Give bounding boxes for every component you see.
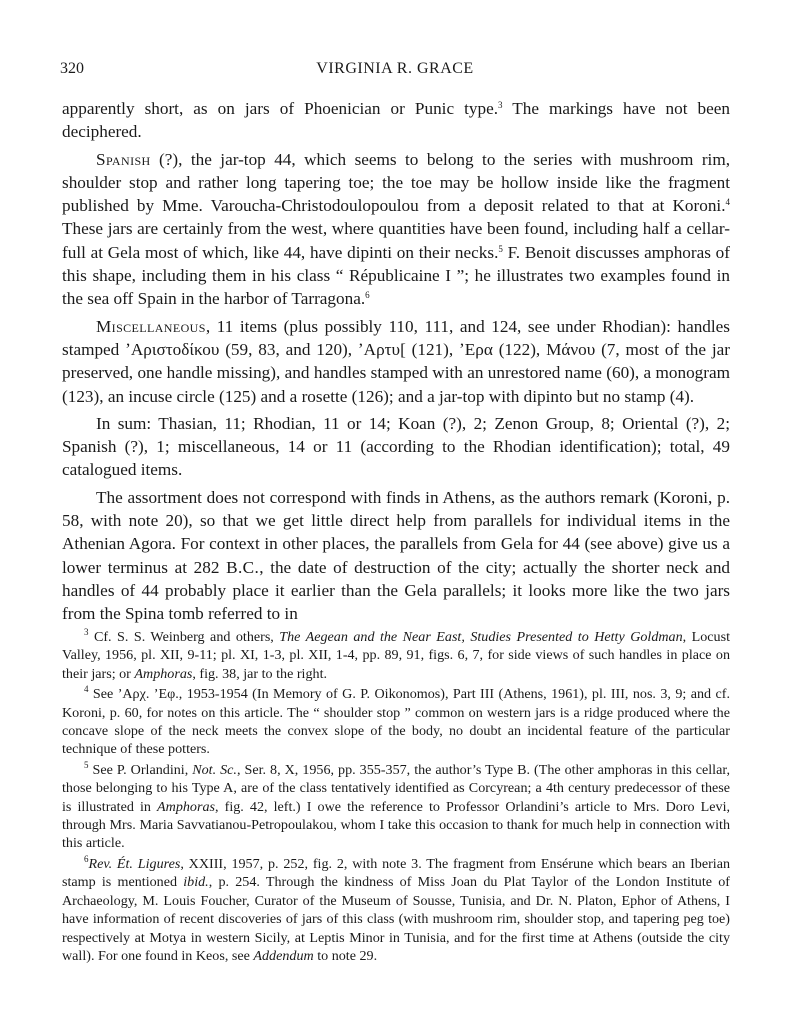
- page-number: 320: [60, 60, 84, 77]
- page-header: [60, 60, 730, 84]
- footnote-ref-3: 3: [498, 100, 503, 110]
- paragraph-summary: In sum: Thasian, 11; Rhodian, 11 or 14; Koan (?), 2; Zenon Group, 8; Oriental (?), 2; Spanish (?), 1; miscellaneous, 14 or 11 (according to the Rhodian identification); total, 49 catalogued items.: [62, 413, 730, 480]
- paragraph-1: apparently short, as on jars of Phoenician or Punic type.$^3$ The markings have not been deciphered.: [62, 99, 730, 142]
- paragraph-miscellaneous: Miscellaneous, 11 items (plus possibly 110, 111, and 124, see under Rhodian): handles stamped ʼΑριστοδίκου (59, 83, and 120), ʼΑρτυ[ (121), ʼΕρα (122), Μάνου (7, most of the jar preserved, one handle missing), and handles stamped with an unrestored name (60), a monogram (123), an incuse circle (125) and a rosette (126); and a jar-top with dipinto but no stamp (4).: [62, 316, 730, 406]
- section-lead-miscellaneous: Miscellaneous: [96, 316, 206, 336]
- section-lead-spanish: Spanish: [96, 149, 151, 169]
- era-abbrev: B.C.: [226, 557, 260, 577]
- footnote-3: $^3$ Cf. S. S. Weinberg and others, The Aegean and the Near East, Studies Presented to Hetty Goldman, Locust Valley, 1956, pl. XII, 9-11; pl. XI, 1-3, pl. XII, 1-4, pp. 89, 91, figs. 6, 7, for side views of such handles in place on their jars; or Amphoras, fig. 38, jar to the right.: [62, 627, 730, 682]
- footnote-ref-4: 4: [725, 197, 730, 208]
- footnote-5: $^5$ See P. Orlandini, Not. Sc., Ser. 8, X, 1956, pp. 355-357, the author’s Type B. (The other amphoras in this cellar, those belonging to his Type A, are of the class tentatively identified as Corcyrean; a 4th century predecessor of these is illustrated in Amphoras, fig. 42, left.) I owe the reference to Professor Orlandini’s article to Mrs. Doro Levi, through Mrs. Maria Savvatianou-Petropoulakou, whom I take this occasion to thank for much help in connection with this article.: [62, 759, 731, 852]
- main-text: [62, 97, 730, 626]
- footnote-6: $^6$Rev. Ét. Ligures, XXIII, 1957, p. 252, fig. 2, with note 3. The fragment from Ensérune which bears an Iberian stamp is mentioned ibid., p. 254. Through the kindness of Miss Joan du Plat Taylor of the London Institute of Archaeology, M. Louis Foucher, Curator of the Museum of Sousse, Tunisia, and Dr. N. Platon, Ephor of Athens, I have information of recent discoveries of jars of this class (with mushroom rim, shoulder stop, and tapering peg toe) respectively at Motya in western Sicily, at Leptis Minor in Tunisia, and for the first time at Athens (outside the city wall). For one found in Keos, see Addendum to note 29.: [62, 853, 730, 964]
- footnote-4: $^4$ See ʼΑρχ. ʼΕφ., 1953-1954 (In Memory of G. P. Oikonomos), Part III (Athens, 1961), pl. III, nos. 3, 9; and cf. Koroni, p. 60, for notes on this article. The “ shoulder stop ” common on western jars is a ridge produced where the concave slope of the neck meets the convex slope of the body, no doubt an incidental feature of the particular technique of these potters.: [62, 684, 730, 758]
- footnote-ref-5: 5: [498, 243, 503, 254]
- paragraph-assortment: The assortment does not correspond with finds in Athens, as the authors remark (Koroni, p. 58, with note 20), so that we get little direct help from parallels for individual items in the Athenian Agora. For context in other places, the parallels from Gela for 44 (see above) give us a lower terminus at 282 B.C., the date of destruction of the city; actually the shorter neck and handles of 44 probably place it earlier than the Gela parallels; it looks more like the two jars from the Spina tomb referred to in: [62, 487, 731, 624]
- footnotes: [62, 628, 730, 967]
- running-title: VIRGINIA R. GRACE: [316, 60, 474, 77]
- footnote-ref-6: 6: [365, 290, 370, 301]
- paragraph-spanish: Spanish (?), the jar-top 44, which seems to belong to the series with mushroom rim, shoulder stop and rather long tapering toe; the toe may be hollow inside like the fragment published by Mme. Varoucha-Christodoulopoulou from a deposit related to that at Koroni.$^4$ These jars are certainly from the west, where quantities have been found, including half a cellar-full at Gela most of which, like 44, have dipinti on their necks.$^5$ F. Benoit discusses amphoras of this shape, including them in his class “ Républicaine I ”; he illustrates two examples found in the sea off Spain in the harbor of Tarragona.$^6$: [62, 149, 731, 309]
